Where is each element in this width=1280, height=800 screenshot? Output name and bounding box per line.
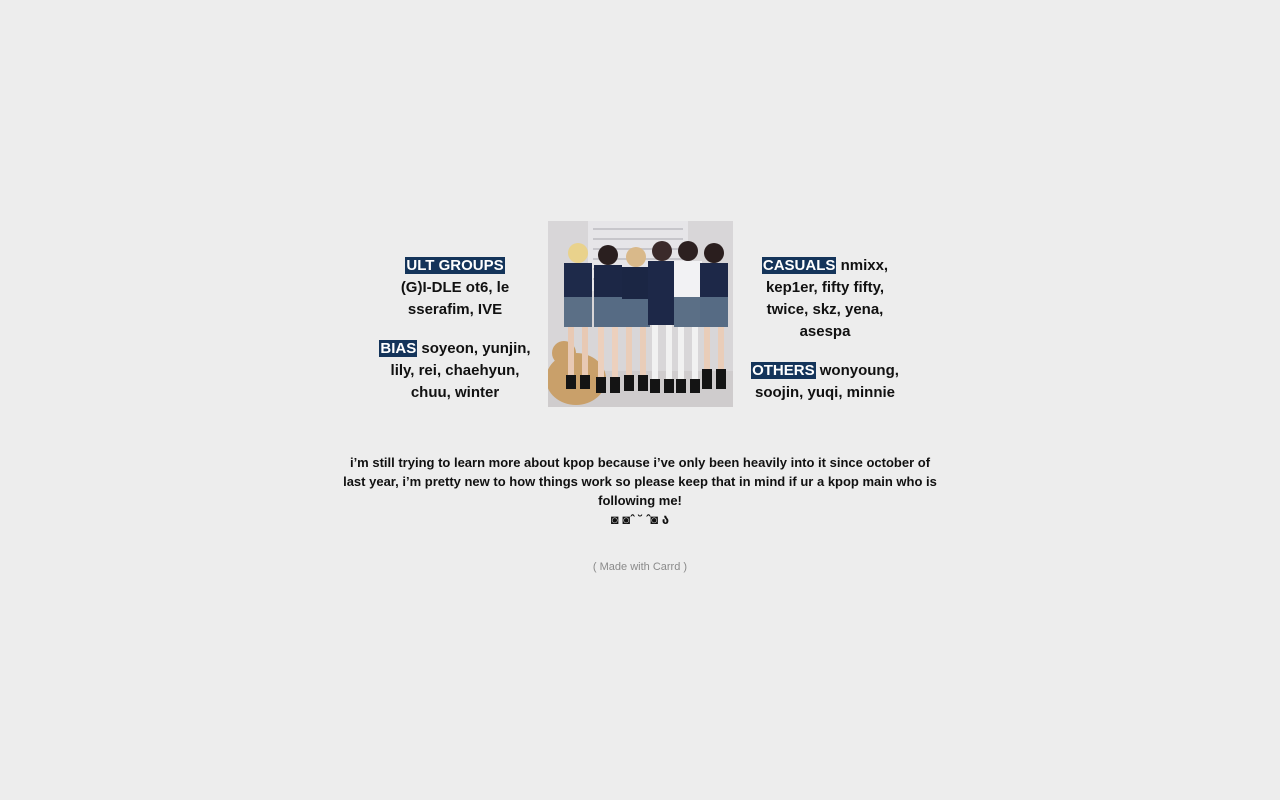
ult-groups-rest: , le sserafim, IVE bbox=[407, 279, 510, 318]
made-with-carrd-link[interactable]: ( Made with Carrd ) bbox=[592, 561, 688, 573]
bias-highlight: soyeon bbox=[421, 340, 474, 357]
group-photo-icon bbox=[548, 221, 733, 407]
others-text: wonyoung, bbox=[815, 362, 899, 379]
bias-line bbox=[378, 338, 532, 404]
group-photo bbox=[548, 221, 733, 407]
ult-groups-line bbox=[378, 255, 532, 321]
others-highlight: soojin bbox=[754, 384, 800, 401]
bias-tag: BIAS bbox=[380, 340, 417, 357]
intro-note bbox=[340, 453, 940, 529]
ult-groups-tag: ULT GROUPS bbox=[406, 257, 504, 274]
others-rest: , yuqi, minnie bbox=[799, 384, 896, 401]
intro-note-kaomoji: ◙ ◙ˆ ˘ ˆ◙ ა bbox=[610, 512, 670, 527]
bias-rest: , yunjin, lily, rei, chaehyun, chuu, winter bbox=[390, 340, 531, 401]
casuals-text: nmixx, kep1er, fifty fifty, twice, skz, yena, asespa bbox=[765, 257, 889, 340]
others-line bbox=[748, 360, 902, 404]
casuals-tag: CASUALS bbox=[762, 257, 836, 274]
intro-note-text: i’m still trying to learn more about kpop because i’ve only been heavily into it since october of last year, i’m pretty new to how things work so please keep that in mind if ur a kpop main who is following me! bbox=[343, 455, 937, 508]
ult-groups-highlight: (G)I-DLE ot6 bbox=[400, 279, 489, 296]
others-tag: OTHERS bbox=[752, 362, 815, 379]
left-column bbox=[378, 255, 532, 404]
casuals-line bbox=[748, 255, 902, 343]
right-column bbox=[748, 255, 902, 404]
